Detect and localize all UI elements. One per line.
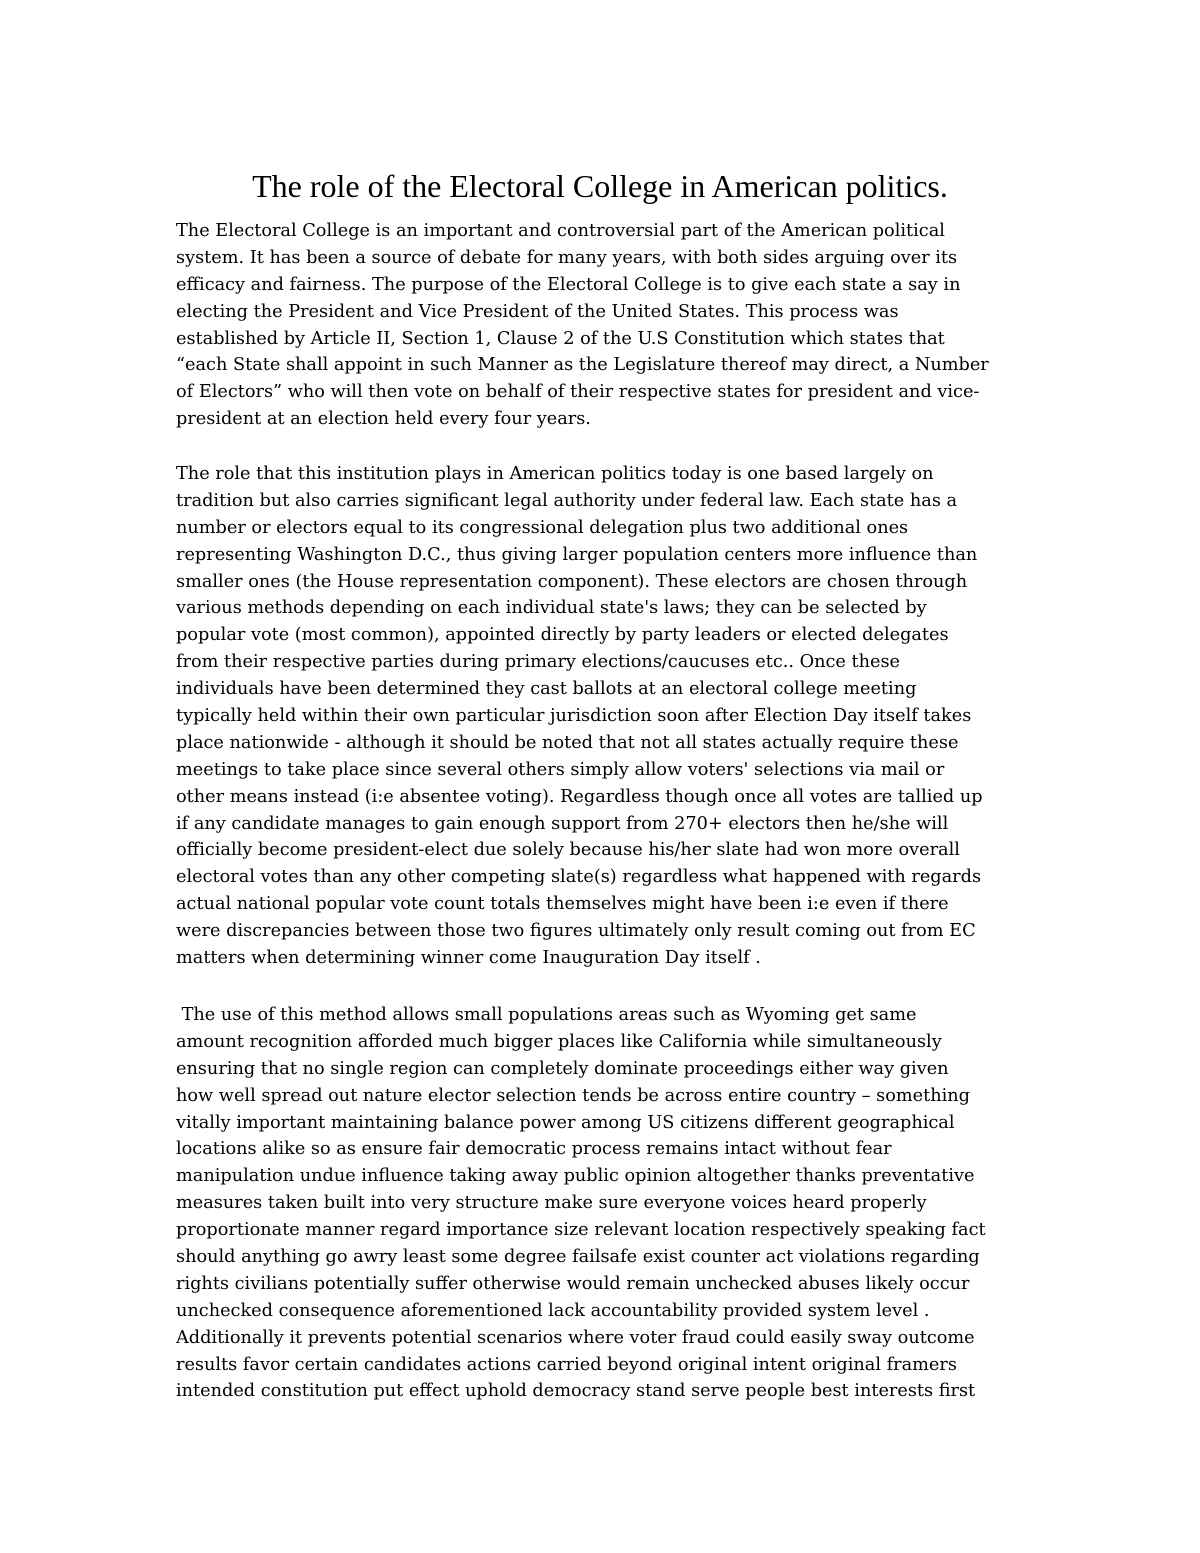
text-line: measures taken built into very structure make sure everyone voices heard properly: [176, 1193, 927, 1214]
text-line: from their respective parties during primary elections/caucuses etc.. Once these: [176, 652, 900, 673]
text-line: system. It has been a source of debate for many years, with both sides arguing over its: [176, 247, 958, 268]
text-line: various methods depending on each individual state's laws; they can be selected by: [176, 598, 927, 619]
text-line: individuals have been determined they cast ballots at an electoral college meeting: [176, 679, 917, 700]
text-line: smaller ones (the House representation component). These electors are chosen through: [176, 571, 968, 592]
text-line: representing Washington D.C., thus giving larger population centers more influence than: [176, 544, 978, 565]
paragraph-1: [176, 218, 989, 433]
document-title: The role of the Electoral College in American politics.: [252, 168, 948, 204]
text-line: The use of this method allows small populations areas such as Wyoming get same: [176, 1005, 917, 1025]
text-line: number or electors equal to its congressional delegation plus two additional ones: [176, 517, 909, 538]
text-line: of Electors” who will then vote on behalf of their respective states for president and vice-: [176, 382, 980, 403]
text-line: should anything go awry least some degree failsafe exist counter act violations regarding: [176, 1247, 980, 1268]
text-line: typically held within their own particular jurisdiction soon after Election Day itself takes: [176, 706, 972, 727]
text-line: The role that this institution plays in American politics today is one based largely on: [176, 464, 934, 484]
text-line: president at an election held every four years.: [176, 409, 591, 430]
text-line: were discrepancies between those two figures ultimately only result coming out from EC: [176, 921, 976, 942]
text-line: “each State shall appoint in such Manner as the Legislature thereof may direct, a Number: [176, 355, 989, 376]
text-line: manipulation undue influence taking away public opinion altogether thanks preventative: [176, 1166, 975, 1187]
text-line: locations alike so as ensure fair democratic process remains intact without fear: [176, 1139, 892, 1160]
text-line: amount recognition afforded much bigger places like California while simultaneously: [176, 1031, 942, 1052]
paragraph-2: [176, 461, 983, 972]
text-line: place nationwide - although it should be noted that not all states actually require these: [176, 732, 959, 753]
text-line: established by Article II, Section 1, Clause 2 of the U.S Constitution which states that: [176, 328, 945, 349]
text-line: officially become president-elect due solely because his/her slate had won more overall: [176, 840, 960, 861]
text-line: vitally important maintaining balance power among US citizens different geographical: [176, 1112, 955, 1133]
text-line: The Electoral College is an important and controversial part of the American political: [176, 221, 945, 241]
text-line: rights civilians potentially suffer otherwise would remain unchecked abuses likely occur: [176, 1273, 970, 1294]
text-line: other means instead (i:e absentee voting). Regardless though once all votes are tallied up: [176, 786, 983, 807]
text-line: electing the President and Vice President of the United States. This process was: [176, 301, 899, 322]
text-line: meetings to take place since several others simply allow voters' selections via mail or: [176, 759, 945, 780]
text-line: if any candidate manages to gain enough support from 270+ electors then he/she will: [176, 813, 949, 834]
text-line: actual national popular vote count totals themselves might have been i:e even if there: [176, 894, 949, 915]
text-line: how well spread out nature elector selection tends be across entire country – something: [176, 1085, 970, 1106]
text-line: intended constitution put effect uphold democracy stand serve people best interests first: [176, 1381, 976, 1402]
text-line: tradition but also carries significant legal authority under federal law. Each state has a: [176, 490, 958, 511]
text-line: efficacy and fairness. The purpose of the Electoral College is to give each state a say in: [176, 274, 961, 295]
text-line: Additionally it prevents potential scenarios where voter fraud could easily sway outcome: [176, 1327, 975, 1348]
text-line: unchecked consequence aforementioned lack accountability provided system level .: [176, 1300, 930, 1321]
text-line: ensuring that no single region can completely dominate proceedings either way given: [176, 1058, 949, 1079]
paragraph-3: [176, 1002, 986, 1405]
text-line: popular vote (most common), appointed directly by party leaders or elected delegates: [176, 625, 949, 646]
text-line: results favor certain candidates actions carried beyond original intent original framers: [176, 1354, 957, 1375]
text-line: proportionate manner regard importance size relevant location respectively speaking fact: [176, 1220, 986, 1241]
text-line: electoral votes than any other competing slate(s) regardless what happened with regards: [176, 867, 982, 888]
text-line: matters when determining winner come Inauguration Day itself .: [176, 948, 761, 969]
